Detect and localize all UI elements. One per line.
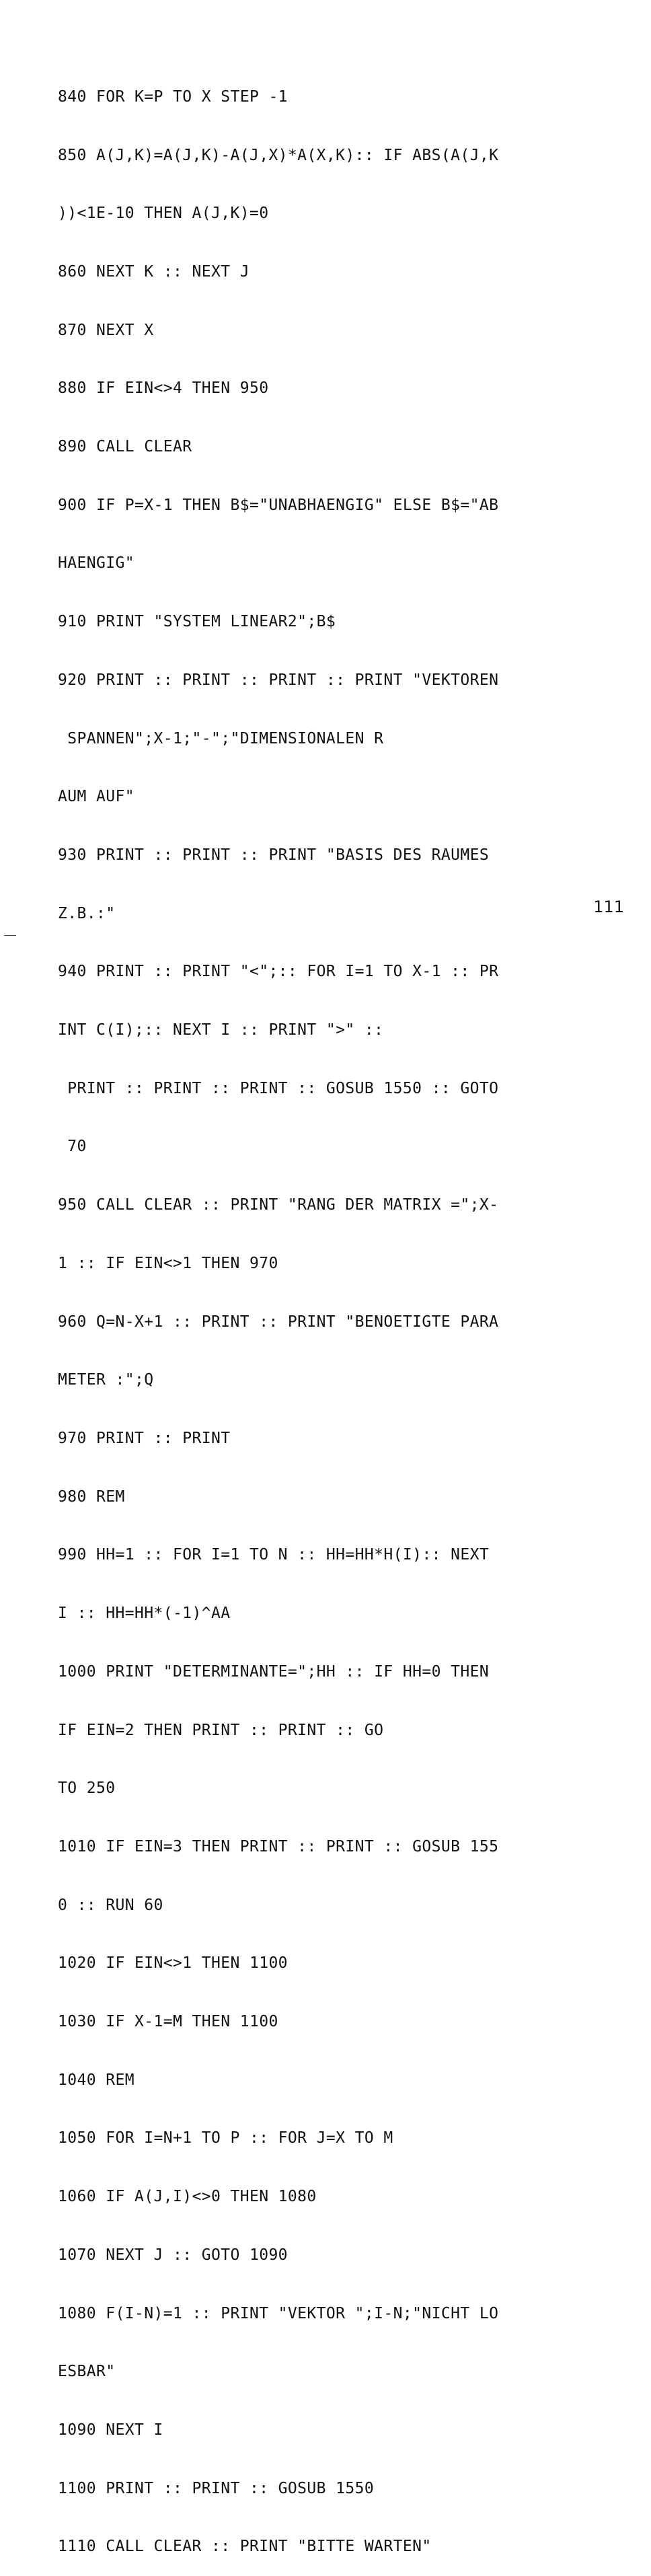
code-line: 910 PRINT "SYSTEM LINEAR2";B$ [58,613,336,631]
code-line: 950 CALL CLEAR :: PRINT "RANG DER MATRIX =";X- [58,1196,499,1214]
code-line: 970 PRINT :: PRINT [58,1429,231,1447]
code-line: 850 A(J,K)=A(J,K)-A(J,X)*A(X,K):: IF ABS(A(J,K [58,146,499,164]
code-line: AUM AUF" [58,788,135,806]
code-line: 1100 PRINT :: PRINT :: GOSUB 1550 [58,2479,375,2497]
code-line: 1070 NEXT J :: GOTO 1090 [58,2246,288,2264]
code-line: 1050 FOR I=N+1 TO P :: FOR J=X TO M [58,2129,393,2147]
code-line: HAENGIG" [58,554,135,573]
code-line: 1060 IF A(J,I)<>0 THEN 1080 [58,2188,317,2206]
code-line: 1 :: IF EIN<>1 THEN 970 [58,1254,278,1272]
code-line: 1110 CALL CLEAR :: PRINT "BITTE WARTEN" [58,2538,432,2556]
code-line: 980 REM [58,1487,125,1506]
code-line: INT C(I);:: NEXT I :: PRINT ">" :: [58,1021,384,1039]
code-line: ESBAR" [58,2363,116,2381]
code-line: 870 NEXT X [58,321,154,339]
code-line: 890 CALL CLEAR [58,438,192,456]
scan-mark [4,935,16,936]
code-line: 960 Q=N-X+1 :: PRINT :: PRINT "BENOETIGTE PARA [58,1313,499,1331]
code-line: ))<1E-10 THEN A(J,K)=0 [58,205,269,223]
code-line: 1040 REM [58,2071,135,2089]
code-line: 990 HH=1 :: FOR I=1 TO N :: HH=HH*H(I):: NEXT [58,1546,490,1564]
code-line: 920 PRINT :: PRINT :: PRINT :: PRINT "VEKTOREN [58,671,499,689]
code-line: Z.B.:" [58,904,116,922]
code-line: PRINT :: PRINT :: PRINT :: GOSUB 1550 :: GOTO [58,1079,499,1097]
code-line: 70 [58,1138,87,1156]
code-line: 840 FOR K=P TO X STEP -1 [58,87,288,106]
code-line: 930 PRINT :: PRINT :: PRINT "BASIS DES RAUMES [58,846,490,864]
code-line: 880 IF EIN<>4 THEN 950 [58,379,269,398]
code-line: 1090 NEXT I [58,2421,163,2439]
code-line: I :: HH=HH*(-1)^AA [58,1605,231,1623]
code-line: IF EIN=2 THEN PRINT :: PRINT :: GO [58,1721,384,1739]
code-line: 1080 F(I-N)=1 :: PRINT "VEKTOR ";I-N;"NICHT LO [58,2304,499,2322]
code-line: 1020 IF EIN<>1 THEN 1100 [58,1954,288,1973]
code-line: METER :";Q [58,1371,154,1389]
code-line: SPANNEN";X-1;"-";"DIMENSIONALEN R [58,729,384,747]
code-line: 940 PRINT :: PRINT "<";:: FOR I=1 TO X-1 :: PR [58,963,499,981]
code-line: 1000 PRINT "DETERMINANTE=";HH :: IF HH=0 THEN [58,1662,490,1681]
code-line: 1030 IF X-1=M THEN 1100 [58,2013,278,2031]
code-line: 900 IF P=X-1 THEN B$="UNABHAENGIG" ELSE B$="AB [58,496,499,514]
code-line: 860 NEXT K :: NEXT J [58,262,250,281]
code-line: 1010 IF EIN=3 THEN PRINT :: PRINT :: GOSUB 155 [58,1837,499,1855]
code-line: TO 250 [58,1779,116,1798]
code-line: 0 :: RUN 60 [58,1896,163,1914]
page-number: 111 [593,897,624,916]
code-listing [58,48,596,2576]
